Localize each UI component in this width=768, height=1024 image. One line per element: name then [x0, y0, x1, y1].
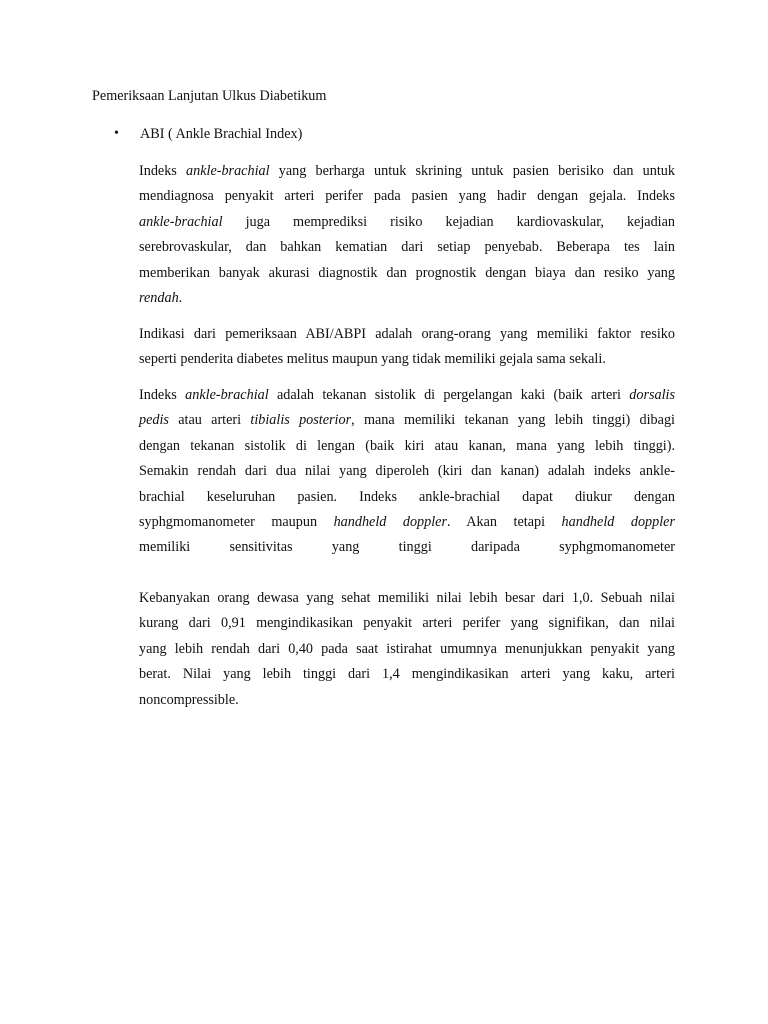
paragraph-line: Indikasi dari pemeriksaan ABI/ABPI adalah orang-orang yang memiliki faktor resiko	[139, 326, 675, 342]
paragraph-abi-definition	[139, 159, 675, 311]
paragraph-line: Indeks ankle-brachial yang berharga untuk skrining untuk pasien berisiko dan untuk	[139, 163, 675, 179]
paragraph-abi-values	[139, 586, 675, 713]
paragraph-line: Semakin rendah dari dua nilai yang diperoleh (kiri dan kanan) adalah indeks ankle-	[139, 463, 675, 480]
paragraph-line: dengan tekanan sistolik di lengan (baik kiri atau kanan, mana yang lebih tinggi).	[139, 437, 675, 454]
paragraph-line: memiliki sensitivitas yang tinggi daripada syphgmomanometer	[139, 539, 675, 556]
paragraph-line: kurang dari 0,91 mengindikasikan penyakit arteri perifer yang signifikan, dan nilai	[139, 615, 675, 632]
paragraph-line: berat. Nilai yang lebih tinggi dari 1,4 mengindikasikan arteri yang kaku, arteri	[139, 666, 675, 683]
bullet-item-label: ABI ( Ankle Brachial Index)	[140, 126, 303, 142]
paragraph-line: syphgmomanometer maupun handheld doppler. Akan tetapi handheld doppler	[139, 514, 675, 531]
bullet-dot-icon: •	[114, 126, 119, 141]
paragraph-line: rendah.	[139, 290, 183, 307]
paragraph-line: yang lebih rendah dari 0,40 pada saat istirahat umumnya menunjukkan penyakit yang	[139, 640, 675, 657]
paragraph-line: Indeks ankle-brachial adalah tekanan sistolik di pergelangan kaki (baik arteri dorsalis	[139, 387, 675, 403]
paragraph-line: memberikan banyak akurasi diagnostik dan prognostik dengan biaya dan resiko yang	[139, 264, 675, 281]
paragraph-abi-indication	[139, 322, 675, 373]
paragraph-abi-measurement	[139, 383, 675, 561]
paragraph-line: noncompressible.	[139, 691, 239, 708]
paragraph-line: seperti penderita diabetes melitus maupun yang tidak memiliki gejala sama sekali.	[139, 351, 606, 368]
paragraph-line: brachial keseluruhan pasien. Indeks ankle-brachial dapat diukur dengan	[139, 488, 675, 505]
paragraph-line: mendiagnosa penyakit arteri perifer pada pasien yang hadir dengan gejala. Indeks	[139, 188, 675, 205]
paragraph-line: Kebanyakan orang dewasa yang sehat memiliki nilai lebih besar dari 1,0. Sebuah nilai	[139, 590, 675, 606]
paragraph-line: pedis atau arteri tibialis posterior, mana memiliki tekanan yang lebih tinggi) dibagi	[139, 412, 675, 429]
paragraph-line: ankle-brachial juga memprediksi risiko kejadian kardiovaskular, kejadian	[139, 213, 675, 230]
paragraph-line: serebrovaskular, dan bahkan kematian dari setiap penyebab. Beberapa tes lain	[139, 239, 675, 256]
document-title: Pemeriksaan Lanjutan Ulkus Diabetikum	[92, 88, 327, 104]
